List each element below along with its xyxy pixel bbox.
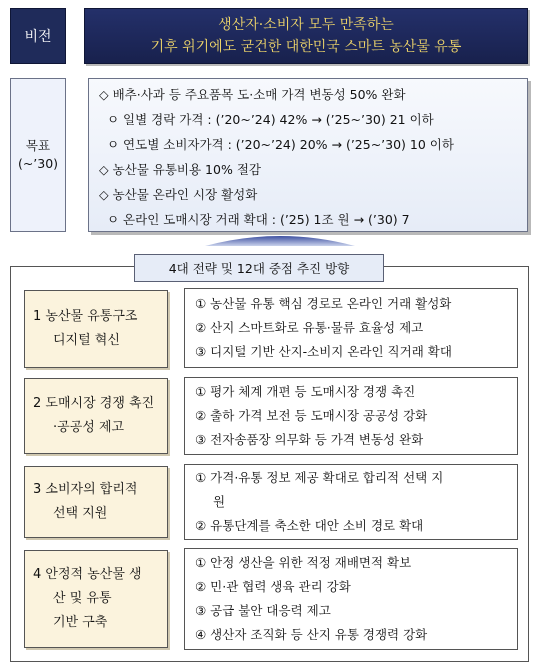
task-item: ③ 디지털 기반 산지-소비지 온라인 직거래 확대: [195, 344, 452, 359]
task-item: ② 산지 스마트화로 유통·물류 효율성 제고: [195, 320, 424, 335]
goal-subitem: ㅇ 온라인 도매시장 거래 확대 : (’25) 1조 원 → (’30) 7: [107, 212, 410, 227]
strategy-2-tasks: [184, 377, 518, 455]
down-arrow-icon: [205, 232, 355, 246]
strategy-1-title: [24, 290, 168, 368]
task-item: ① 평가 체계 개편 등 도매시장 경쟁 촉진: [195, 384, 416, 399]
goal-item: ◇ 농산물 유통비용 10% 절감: [99, 162, 261, 177]
strategy-title-line: 3 소비자의 합리적: [33, 482, 138, 497]
strategy-4-tasks: [184, 548, 518, 650]
strategy-3-tasks: [184, 464, 518, 540]
goal-label-period: (~’30): [17, 156, 59, 171]
vision-label-text: 비전: [24, 29, 52, 45]
task-item-continued: 원: [213, 494, 226, 509]
goal-subitem: ㅇ 일별 경락 가격 : (’20~’24) 42% → (’25~’30) 21 이하: [107, 112, 434, 127]
strategy-4-title: [24, 550, 168, 648]
strategy-title-line: 2 도매시장 경쟁 촉진: [33, 396, 155, 411]
goal-item: ◇ 농산물 온라인 시장 활성화: [99, 187, 258, 202]
task-item: ① 가격·유통 정보 제공 확대로 합리적 선택 지: [195, 470, 444, 485]
goal-label: [10, 78, 66, 232]
task-item: ② 출하 가격 보전 등 도매시장 공공성 강화: [195, 408, 428, 423]
task-item: ③ 전자송품장 의무화 등 가격 변동성 완화: [195, 432, 424, 447]
strategy-title-line: 디지털 혁신: [53, 333, 120, 348]
vision-statement: [84, 8, 528, 64]
strategy-title-line: 1 농산물 유통구조: [33, 309, 138, 324]
task-item: ① 농산물 유통 핵심 경로로 온라인 거래 활성화: [195, 296, 452, 311]
strategy-title-line: 기반 구축: [53, 615, 108, 630]
goal-item: ◇ 배추·사과 등 주요품목 도·소매 가격 변동성 50% 완화: [99, 87, 406, 102]
task-item: ① 안정 생산을 위한 적정 재배면적 확보: [195, 555, 412, 570]
task-item: ② 유통단계를 축소한 대안 소비 경로 확대: [195, 518, 424, 533]
vision-line-2: 기후 위기에도 굳건한 대한민국 스마트 농산물 유통: [150, 39, 462, 55]
strategy-title-line: 4 안정적 농산물 생: [33, 567, 142, 582]
goal-subitem: ㅇ 연도별 소비자가격 : (’20~’24) 20% → (’25~’30) 10 이하: [107, 137, 454, 152]
strategy-title-line: 선택 지원: [53, 506, 108, 521]
goal-list: [88, 78, 528, 232]
task-item: ② 민·관 협력 생육 관리 강화: [195, 579, 351, 594]
strategy-title: [134, 254, 384, 282]
strategy-title-text: 4대 전략 및 12대 중점 추진 방향: [168, 261, 350, 276]
strategy-3-title: [24, 466, 168, 538]
strategy-title-line: ·공공성 제고: [53, 420, 125, 435]
task-item: ③ 공급 불안 대응력 제고: [195, 603, 331, 618]
vision-line-1: 생산자·소비자 모두 만족하는: [218, 17, 394, 33]
strategy-1-tasks: [184, 288, 518, 368]
strategy-2-title: [24, 378, 168, 454]
strategy-title-line: 산 및 유통: [53, 591, 112, 606]
task-item: ④ 생산자 조직화 등 산지 유통 경쟁력 강화: [195, 627, 428, 642]
vision-label: [10, 8, 66, 64]
goal-label-text: 목표: [25, 138, 51, 153]
